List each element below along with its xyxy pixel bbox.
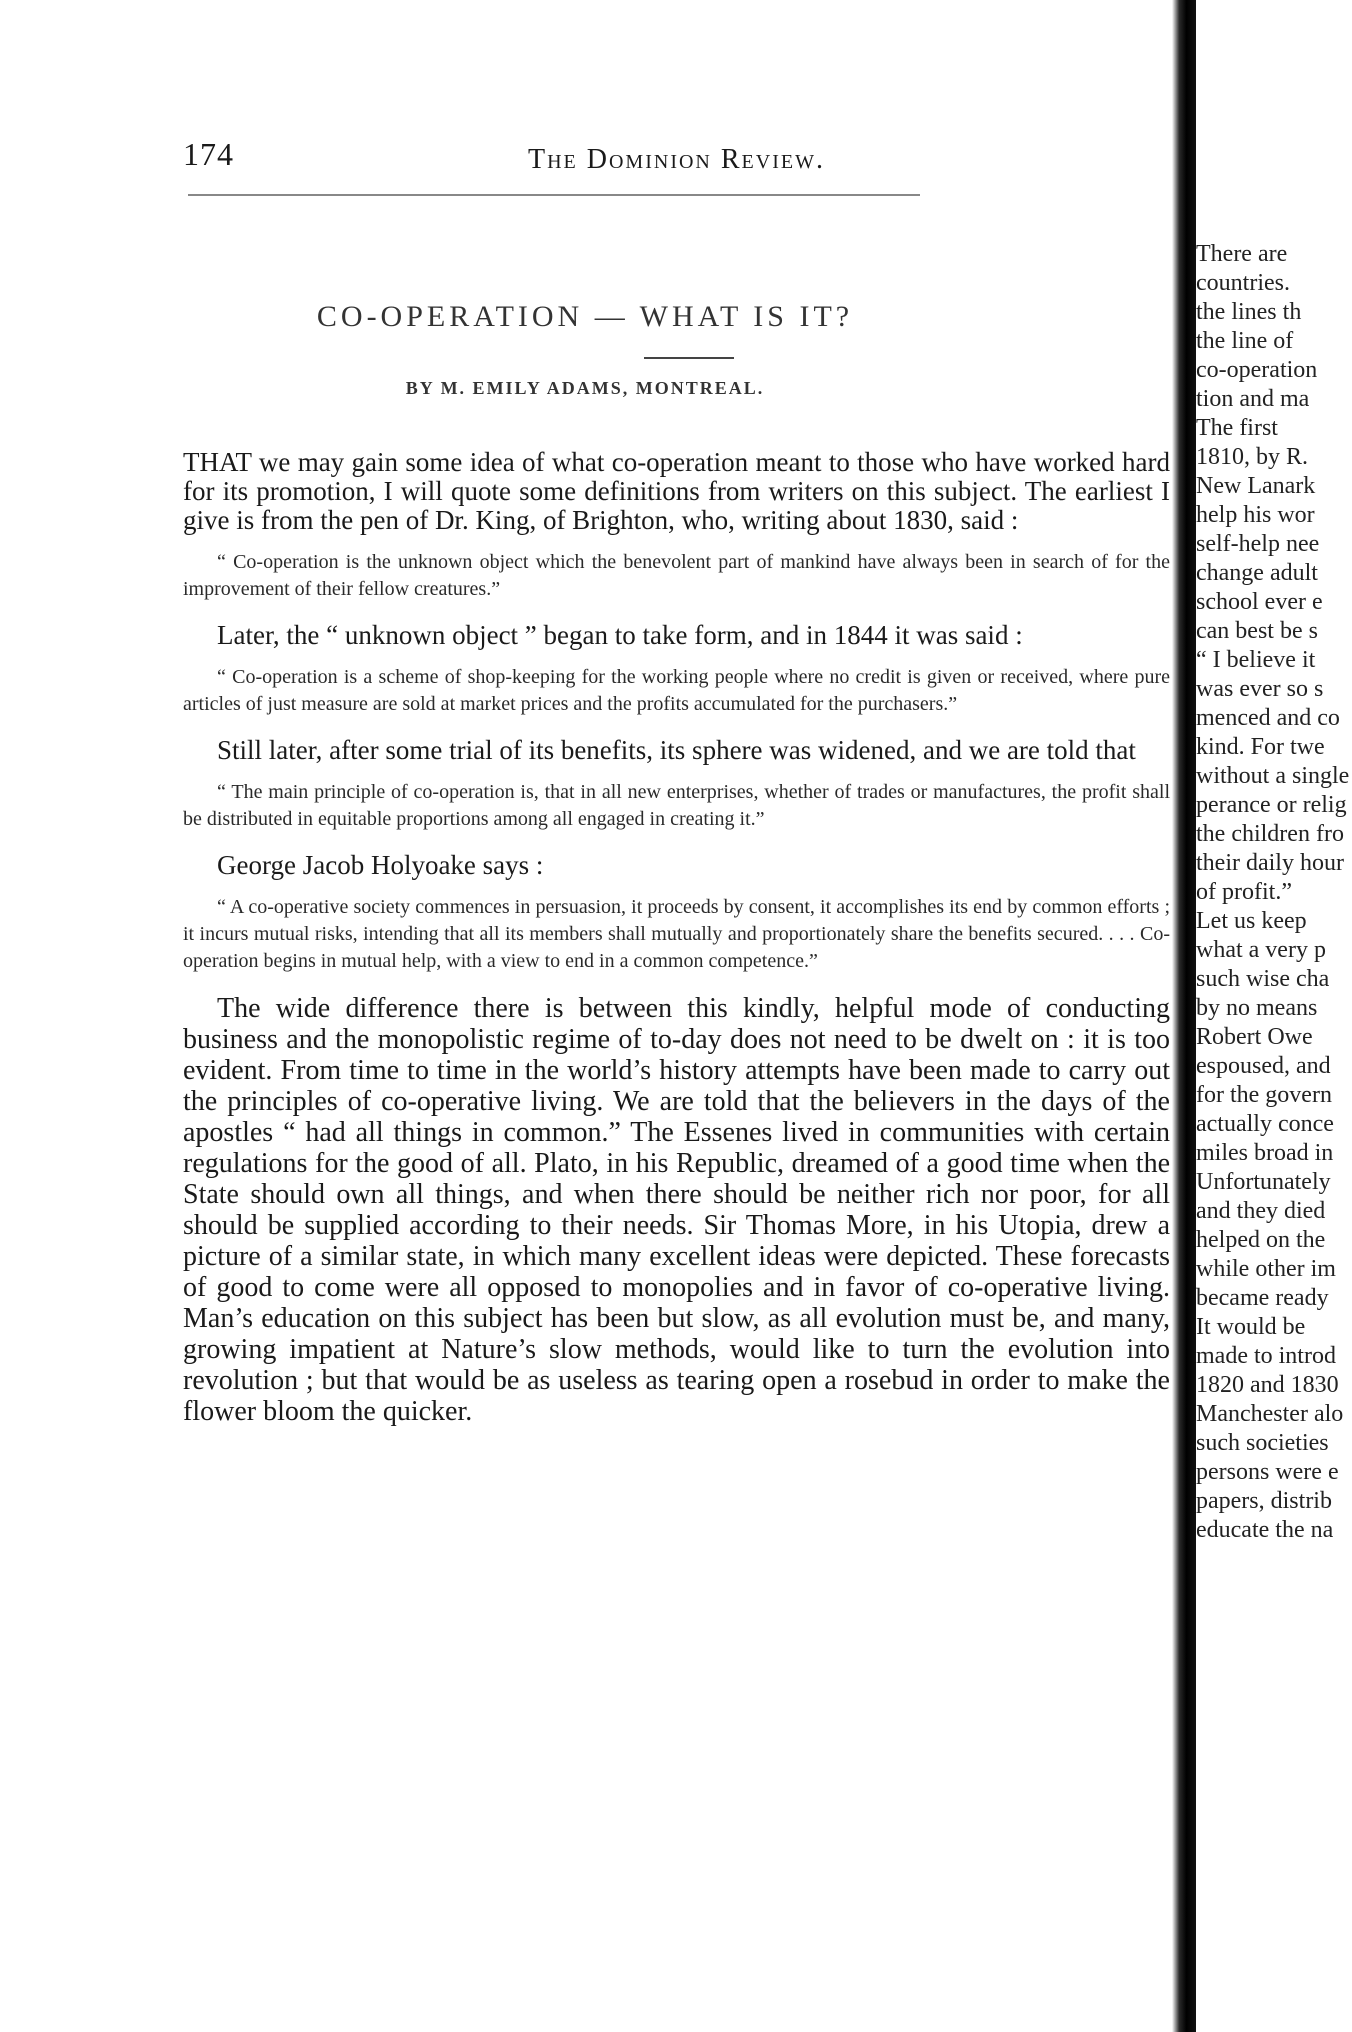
facing-page-line: the line of (1196, 328, 1294, 354)
article-title: CO-OPERATION — WHAT IS IT? (316, 300, 854, 333)
block-quote: “ The main principle of co-operation is, that in all new enterprises, whether of trades or manufactures, the profit shall be distributed in equitable proportions among all engaged in creating it.” (183, 781, 1170, 830)
facing-page-line: such wise cha (1196, 966, 1330, 992)
facing-page-line: “ I believe it (1196, 647, 1316, 673)
facing-page-line: miles broad in (1196, 1140, 1334, 1166)
facing-page-line: kind. For twe (1196, 734, 1325, 760)
facing-page-line: countries. (1196, 270, 1290, 296)
facing-page-line: made to introd (1196, 1343, 1336, 1369)
title-rule (644, 357, 734, 359)
facing-page-line: papers, distrib (1196, 1488, 1332, 1514)
facing-page-line: 1820 and 1830 (1196, 1372, 1339, 1398)
facing-page-line: by no means (1196, 995, 1318, 1021)
block-quote: “ Co-operation is the unknown object which the benevolent part of mankind have always been in search of for the improvement of their fellow creatures.” (183, 551, 1170, 600)
facing-page-line: helped on the (1196, 1227, 1326, 1253)
facing-page-line: of profit.” (1196, 879, 1292, 905)
facing-page-line: became ready (1196, 1285, 1329, 1311)
facing-page-line: co-operation (1196, 357, 1318, 383)
facing-page-line: change adult (1196, 560, 1318, 586)
facing-page-line: The first (1196, 415, 1278, 441)
facing-page-line: persons were e (1196, 1459, 1339, 1485)
block-quote: “ Co-operation is a scheme of shop-keeping for the working people where no credit is given or received, where pure articles of just measure are sold at market prices and the profits accumulated for the purchasers.” (183, 666, 1170, 715)
facing-page-line: while other im (1196, 1256, 1336, 1282)
facing-page-line: actually conce (1196, 1111, 1334, 1137)
facing-page-line: without a single (1196, 763, 1350, 789)
paragraph: Later, the “ unknown object ” began to take form, and in 1844 it was said : (217, 620, 1023, 650)
facing-page-line: Manchester alo (1196, 1401, 1344, 1427)
facing-page-line: such societies (1196, 1430, 1329, 1456)
facing-page-line: espoused, and (1196, 1053, 1331, 1079)
page-gutter (1172, 0, 1196, 2032)
facing-page-line: tion and ma (1196, 386, 1310, 412)
paragraph: The wide difference there is between this kindly, helpful mode of conducting business and the monopolistic regime of to-day does not need to be dwelt on : it is too evident. From time to time in the world’s history attempts have been made to carry out the principles of co-operative living. We are told that the believers in the days of the apostles “ had all things in common.” The Essenes lived in communities with certain regulations for the good of all. Plato, in his Republic, dreamed of a good time when the State should own all things, and when there should be neither rich nor poor, for all should be supplied according to their needs. Sir Thomas More, in his Utopia, drew a picture of a similar state, in which many excellent ideas were depicted. These forecasts of good to come were all opposed to monopolies and in favor of co-operative living. Man’s education on this subject has been but slow, as all evolution must be, and many, growing impatient at Nature’s slow methods, would like to turn the evolution into revolution ; but that would be as useless as tearing open a rosebud in order to make the flower bloom the quicker. (183, 993, 1170, 1427)
facing-page-line: the lines th (1196, 299, 1302, 325)
facing-page-line: New Lanark (1196, 473, 1316, 499)
block-quote: “ A co-operative society commences in persuasion, it proceeds by consent, it accomplishes its end by common efforts ; it incurs mutual risks, intending that all its members shall mutually and proportionately share the benefits secured. . . . Co-operation begins in mutual help, with a view to end in a common competence.” (183, 896, 1170, 972)
paragraph: Still later, after some trial of its benefits, its sphere was widened, and we are told that (217, 735, 1136, 765)
facing-page-line: Robert Owe (1196, 1024, 1313, 1050)
facing-page-line: help his wor (1196, 502, 1315, 528)
facing-page-line: It would be (1196, 1314, 1306, 1340)
paragraph: THAT we may gain some idea of what co-operation meant to those who have worked hard for its promotion, I will quote some definitions from writers on this subject. The earliest I give is from the pen of Dr. King, of Brighton, who, writing about 1830, said : (183, 447, 1170, 535)
article-byline: BY M. EMILY ADAMS, MONTREAL. (405, 378, 765, 398)
facing-page-line: 1810, by R. (1196, 444, 1309, 470)
book-page-right-edge (1196, 240, 1352, 1545)
facing-page-line: menced and co (1196, 705, 1340, 731)
header-rule (188, 194, 920, 196)
paragraph: George Jacob Holyoake says : (217, 850, 544, 880)
running-head: The Dominion Review. (528, 144, 825, 175)
facing-page-line: perance or relig (1196, 792, 1347, 818)
facing-page-line: their daily hour (1196, 850, 1344, 876)
facing-page-line: educate the na (1196, 1517, 1334, 1543)
facing-page-line: Unfortunately (1196, 1169, 1331, 1195)
facing-page-line: school ever e (1196, 589, 1323, 615)
facing-page-line: self-help nee (1196, 531, 1320, 557)
article-body (183, 448, 1170, 1427)
facing-page-line: was ever so s (1196, 676, 1324, 702)
facing-page-line: what a very p (1196, 937, 1326, 963)
facing-page-line: There are (1196, 241, 1288, 267)
facing-page-line: can best be s (1196, 618, 1318, 644)
page-number: 174 (183, 136, 234, 172)
facing-page-line: Let us keep (1196, 908, 1307, 934)
facing-page-line: for the govern (1196, 1082, 1332, 1108)
facing-page-line: and they died (1196, 1198, 1326, 1224)
facing-page-line: the children fro (1196, 821, 1344, 847)
